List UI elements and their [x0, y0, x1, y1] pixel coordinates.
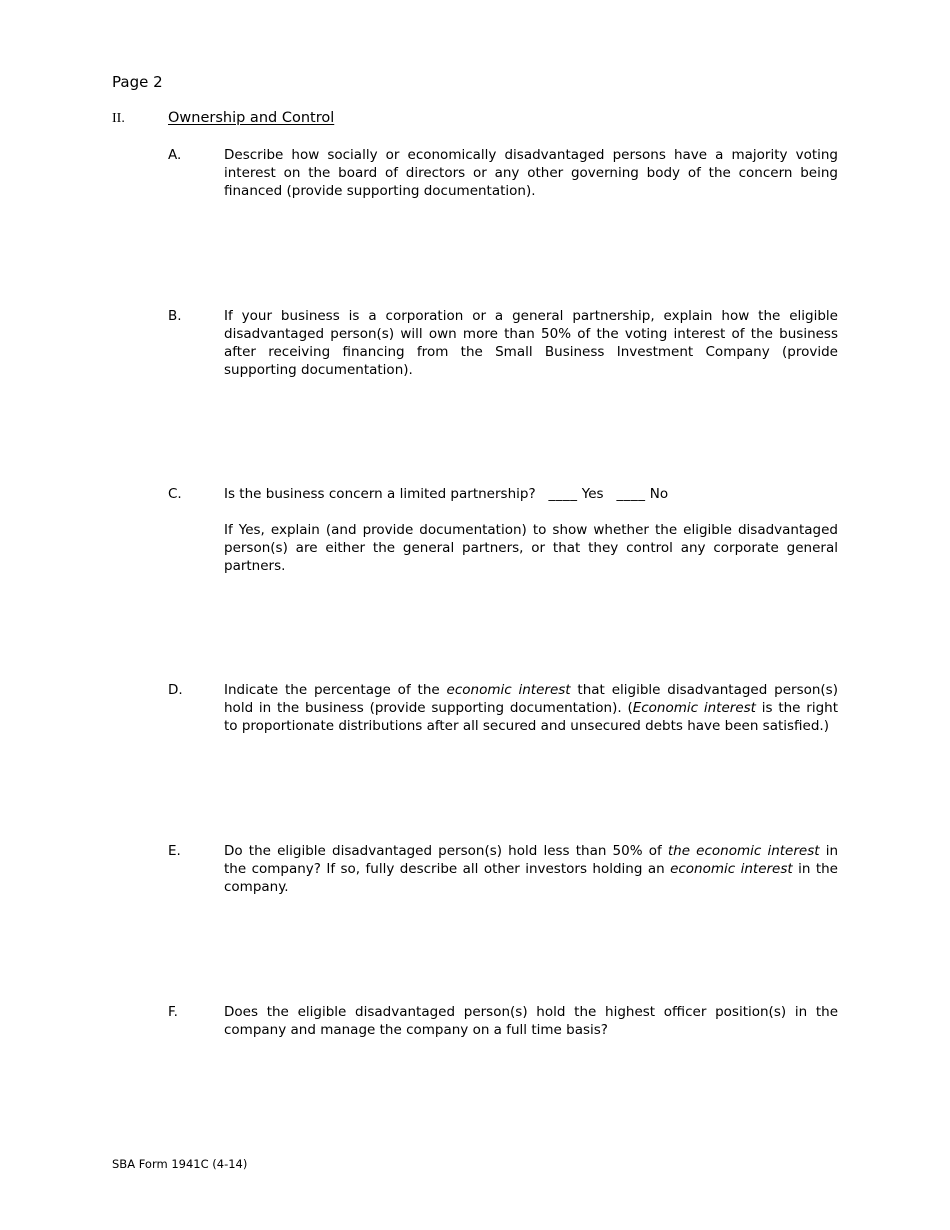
item-c-followup: If Yes, explain (and provide documentation) to show whether the eligible disadvantaged person(s) are either the general partners, or that they control any corporate general partners. [224, 522, 838, 574]
item-f-text: Does the eligible disadvantaged person(s) hold the highest officer position(s) in the company and manage the company on a full time basis? [224, 1004, 838, 1038]
item-d-text-2: that eligible disadvantaged person(s) hold in the business (provide supporting documentation). ( [224, 682, 838, 716]
item-b-letter: B. [168, 308, 182, 324]
item-e-text-3: in the company. [224, 861, 838, 895]
item-c-letter: C. [168, 486, 182, 502]
form-footer: SBA Form 1941C (4-14) [112, 1157, 248, 1171]
item-e-text-2: in the company? If so, fully describe all other investors holding an [224, 843, 839, 877]
item-d-text-3: is the right to proportionate distributions after all secured and unsecured debts have been satisfied.) [224, 700, 838, 734]
item-c-question [224, 485, 838, 503]
item-e-emphasis-2: economic interest [670, 861, 793, 877]
item-d-emphasis-2: Economic interest [632, 700, 756, 716]
item-e-letter: E. [168, 843, 181, 859]
item-d-text-1: Indicate the percentage of the [224, 682, 447, 698]
item-c-question-text: Is the business concern a limited partnership? [224, 486, 536, 502]
page-label: Page 2 [112, 73, 163, 91]
yes-label: Yes [581, 486, 604, 502]
no-blank[interactable]: ____ [616, 486, 646, 502]
item-d-emphasis-1: economic interest [446, 682, 571, 698]
yes-blank[interactable]: ____ [548, 486, 578, 502]
section-title: Ownership and Control [168, 110, 335, 126]
item-d-letter: D. [168, 682, 183, 698]
item-b-text: If your business is a corporation or a general partnership, explain how the eligible disadvantaged person(s) will own more than 50% of the voting interest of the business after receiving financing from the Small Business Investment Company (provide supporting documentation). [224, 308, 838, 378]
section-number: II. [112, 111, 125, 126]
item-d-text [224, 681, 838, 735]
item-e-text [224, 842, 838, 896]
no-label: No [649, 486, 669, 502]
item-e-text-1: Do the eligible disadvantaged person(s) hold less than 50% of [224, 843, 668, 859]
item-a-text: Describe how socially or economically disadvantaged persons have a majority voting interest on the board of directors or any other governing body of the concern being financed (provide supporting documentation). [224, 147, 838, 199]
item-a-letter: A. [168, 147, 182, 163]
item-e-emphasis-1: the economic interest [667, 843, 820, 859]
item-f-letter: F. [168, 1004, 178, 1020]
